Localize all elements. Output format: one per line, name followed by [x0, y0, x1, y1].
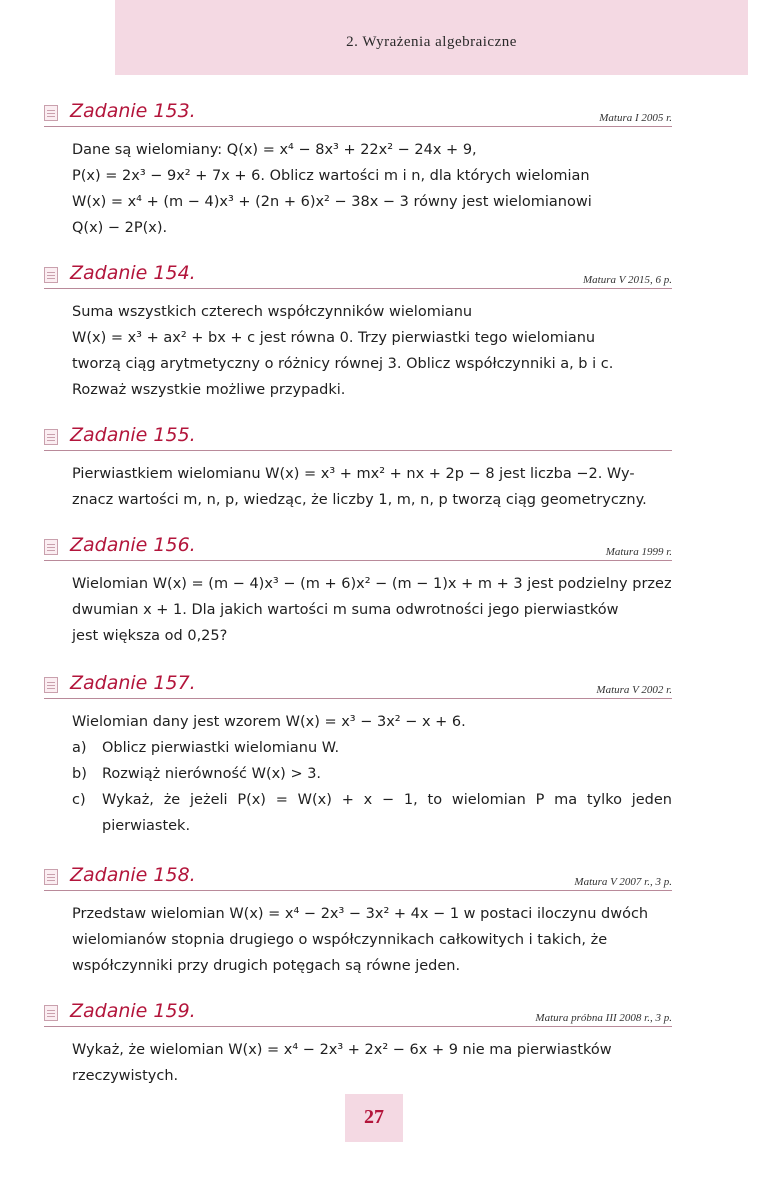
task-title: Zadanie 153. [70, 100, 196, 122]
subtask-label: c) [72, 792, 86, 808]
document-icon [44, 1005, 58, 1021]
task-header [44, 426, 672, 451]
task-header [44, 536, 672, 561]
task-source: Matura 1999 r. [605, 546, 672, 558]
subtask-b [72, 761, 672, 787]
task-line: Pierwiastkiem wielomianu W(x) = x³ + mx² + nx + 2p − 8 jest liczba −2. Wy- [72, 466, 635, 482]
subtask-a [72, 735, 672, 761]
task-line: współczynniki przy drugich potęgach są równe jeden. [72, 958, 461, 974]
task-line: znacz wartości m, n, p, wiedząc, że liczby 1, m, n, p tworzą ciąg geometryczny. [72, 492, 647, 508]
task-line: Suma wszystkich czterech współczynników wielomianu [72, 304, 473, 320]
subtask-label: a) [72, 740, 87, 756]
task-154 [44, 264, 672, 403]
task-line: jest większa od 0,25? [72, 628, 228, 644]
task-title: Zadanie 158. [70, 864, 196, 886]
subtask-text: Rozwiąż nierówność W(x) > 3. [102, 766, 322, 782]
subtask-label: b) [72, 766, 87, 782]
task-header [44, 674, 672, 699]
task-intro: Wielomian dany jest wzorem W(x) = x³ − 3x² − x + 6. [72, 714, 466, 730]
task-source: Matura próbna III 2008 r., 3 p. [535, 1012, 672, 1024]
task-line: Dane są wielomiany: Q(x) = x⁴ − 8x³ + 22x² − 24x + 9, [72, 142, 477, 158]
task-line: Przedstaw wielomian W(x) = x⁴ − 2x³ − 3x² + 4x − 1 w postaci iloczynu dwóch [72, 906, 649, 922]
document-icon [44, 267, 58, 283]
task-159 [44, 1002, 672, 1089]
task-line: rzeczywistych. [72, 1068, 179, 1084]
task-line: W(x) = x⁴ + (m − 4)x³ + (2n + 6)x² − 38x − 3 równy jest wielomianowi [72, 194, 592, 210]
task-header [44, 264, 672, 289]
subtask-c [72, 787, 672, 839]
task-source: Matura I 2005 r. [599, 112, 672, 124]
task-title: Zadanie 155. [70, 424, 196, 446]
task-line: Wykaż, że wielomian W(x) = x⁴ − 2x³ + 2x² − 6x + 9 nie ma pierwiastków [72, 1042, 612, 1058]
task-line: Rozważ wszystkie możliwe przypadki. [72, 382, 346, 398]
task-title: Zadanie 159. [70, 1000, 196, 1022]
task-source: Matura V 2007 r., 3 p. [574, 876, 672, 888]
task-157 [44, 674, 672, 839]
chapter-title: 2. Wyrażenia algebraiczne [346, 34, 517, 50]
task-header [44, 1002, 672, 1027]
document-icon [44, 869, 58, 885]
subtask-text: Oblicz pierwiastki wielomianu W. [102, 740, 340, 756]
task-title: Zadanie 154. [70, 262, 196, 284]
task-source: Matura V 2015, 6 p. [582, 274, 672, 286]
page-number: 27 [364, 1106, 384, 1128]
task-body [72, 571, 672, 649]
task-body [72, 461, 672, 513]
task-line: Q(x) − 2P(x). [72, 220, 168, 236]
task-body [72, 901, 672, 979]
task-155 [44, 426, 672, 513]
document-icon [44, 429, 58, 445]
task-source: Matura V 2002 r. [596, 684, 672, 696]
task-line: dwumian x + 1. Dla jakich wartości m suma odwrotności jego pierwiastków [72, 602, 619, 618]
header-band [115, 0, 748, 75]
page-number-box [345, 1094, 403, 1142]
task-body [72, 709, 672, 839]
task-156 [44, 536, 672, 649]
task-header [44, 102, 672, 127]
task-title: Zadanie 157. [70, 672, 196, 694]
document-icon [44, 539, 58, 555]
task-153 [44, 102, 672, 241]
task-158 [44, 866, 672, 979]
task-line: wielomianów stopnia drugiego o współczynnikach całkowitych i takich, że [72, 932, 608, 948]
task-line: Wielomian W(x) = (m − 4)x³ − (m + 6)x² − (m − 1)x + m + 3 jest podzielny przez [72, 576, 672, 592]
document-icon [44, 677, 58, 693]
task-title: Zadanie 156. [70, 534, 196, 556]
task-line: P(x) = 2x³ − 9x² + 7x + 6. Oblicz wartości m i n, dla których wielomian [72, 168, 590, 184]
document-icon [44, 105, 58, 121]
task-body [72, 299, 672, 403]
task-header [44, 866, 672, 891]
task-line: tworzą ciąg arytmetyczny o różnicy równej 3. Oblicz współczynniki a, b i c. [72, 356, 614, 372]
task-body [72, 137, 672, 241]
subtask-text: Wykaż, że jeżeli P(x) = W(x) + x − 1, to wielomian P ma tylko jeden pierwiastek. [102, 792, 672, 834]
task-line: W(x) = x³ + ax² + bx + c jest równa 0. Trzy pierwiastki tego wielomianu [72, 330, 596, 346]
task-body [72, 1037, 672, 1089]
